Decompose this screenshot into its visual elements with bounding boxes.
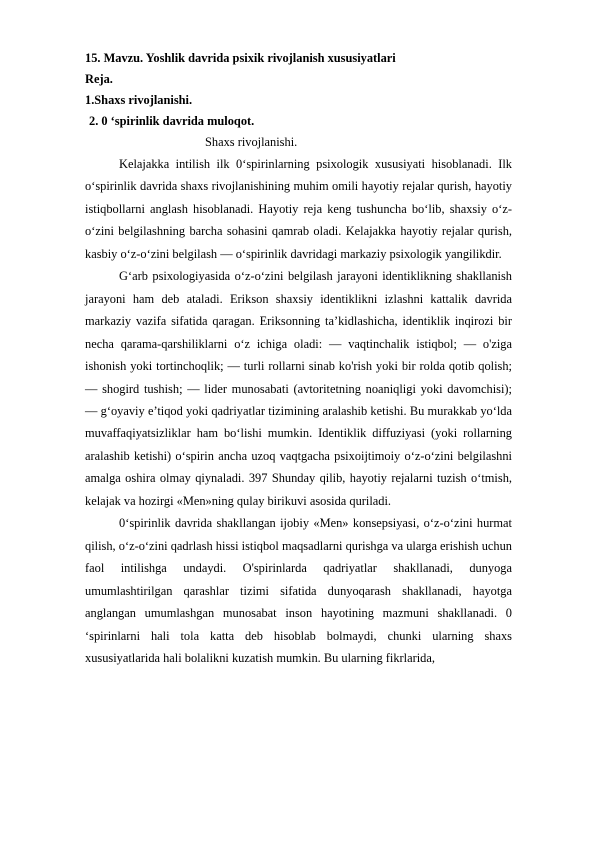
body-paragraph: 0‘spirinlik davrida shakllangan ijobiy «Men» konsepsiyasi, o‘z-o‘zini hurmat qilish, o‘z-o‘zini qadrlash hissi istiqbol maqsadlarni qurishga va ularga erishish uchun faol intilishga undaydi. O'spirinlarda qadriyatlar shakllanadi, dunyoga umumlashtirilgan qarashlar tizimi sifatida dunyoqarash shakllanadi, hayotga anglangan umumlashgan munosabat inson hayotining mazmuni shakllanadi. 0 ‘spirinlarni hali tola katta deb hisoblab bolmaydi, chunki ularning shaxs xususiyatlarida hali bolalikni kuzatish mumkin. Bu ularning fikrlarida, [85,516,512,665]
body-paragraph: Kelajakka intilish ilk 0‘spirinlarning psixologik xususiyati hisoblanadi. Ilk o‘spirinlik davrida shaxs rivojlanishining muhim omili hayotiy rejalar qurish, hayotiy istiqbollarni anglash hisoblanadi. Hayotiy reja keng tushuncha bo‘lib, shaxsiy o‘z-o‘zini belgilashning barcha sohasini qamrab oladi. Kelajakka hayotiy rejalar qurish, kasbiy o‘z-o‘zini belgilash — o‘spirinlik davridagi markaziy psixologik yangilikdir. [85,157,512,261]
topic-title: 15. Mavzu. Yoshlik davrida psixik rivojlanish xususiyatlari [85,51,396,65]
body-paragraph: G‘arb psixologiyasida o‘z-o‘zini belgilash jarayoni identiklikning shakllanish jarayoni ham deb ataladi. Erikson shaxsiy identiklikni izlashni kattalik davrida markaziy vazifa sifatida qaragan. Eriksonning ta’kidlashicha, identiklik inqirozi bir necha qarama-qarshiliklarni o‘z ichiga oladi: — vaqtinchalik istiqbol; — o'ziga ishonish yoki tortinchoqlik; — turli rollarni sinab ko'rish yoki bir rolda qotib qolish; — shogird tushish; — lider munosabati (avtoritetning noaniqligi yoki davomchisi); — g‘oyaviy e’tiqod yoki qadriyatlar tizimining aralashib ketishi. Bu murakkab yo‘lda muvaffaqiyatsizliklar ham bo‘lishi mumkin. Identiklik diffuziyasi (yoki rollarning aralashib ketishi) o‘spirin ancha uzoq vaqtgacha psixoijtimoiy o‘z-o‘zini belgilashni amalga oshira olmay qiynaladi. 397 Shunday qilib, hayotiy rejalarni tuzish o‘tmish, kelajak va hozirgi «Men»ning qulay birikuvi asosida quriladi. [85,269,512,508]
section-title: Shaxs rivojlanishi. [205,135,298,149]
plan-item: 2. 0 ‘spirinlik davrida muloqot. [89,114,255,128]
plan-item: 1.Shaxs rivojlanishi. [85,93,193,107]
document-page [85,48,512,669]
plan-label: Reja. [85,72,113,86]
